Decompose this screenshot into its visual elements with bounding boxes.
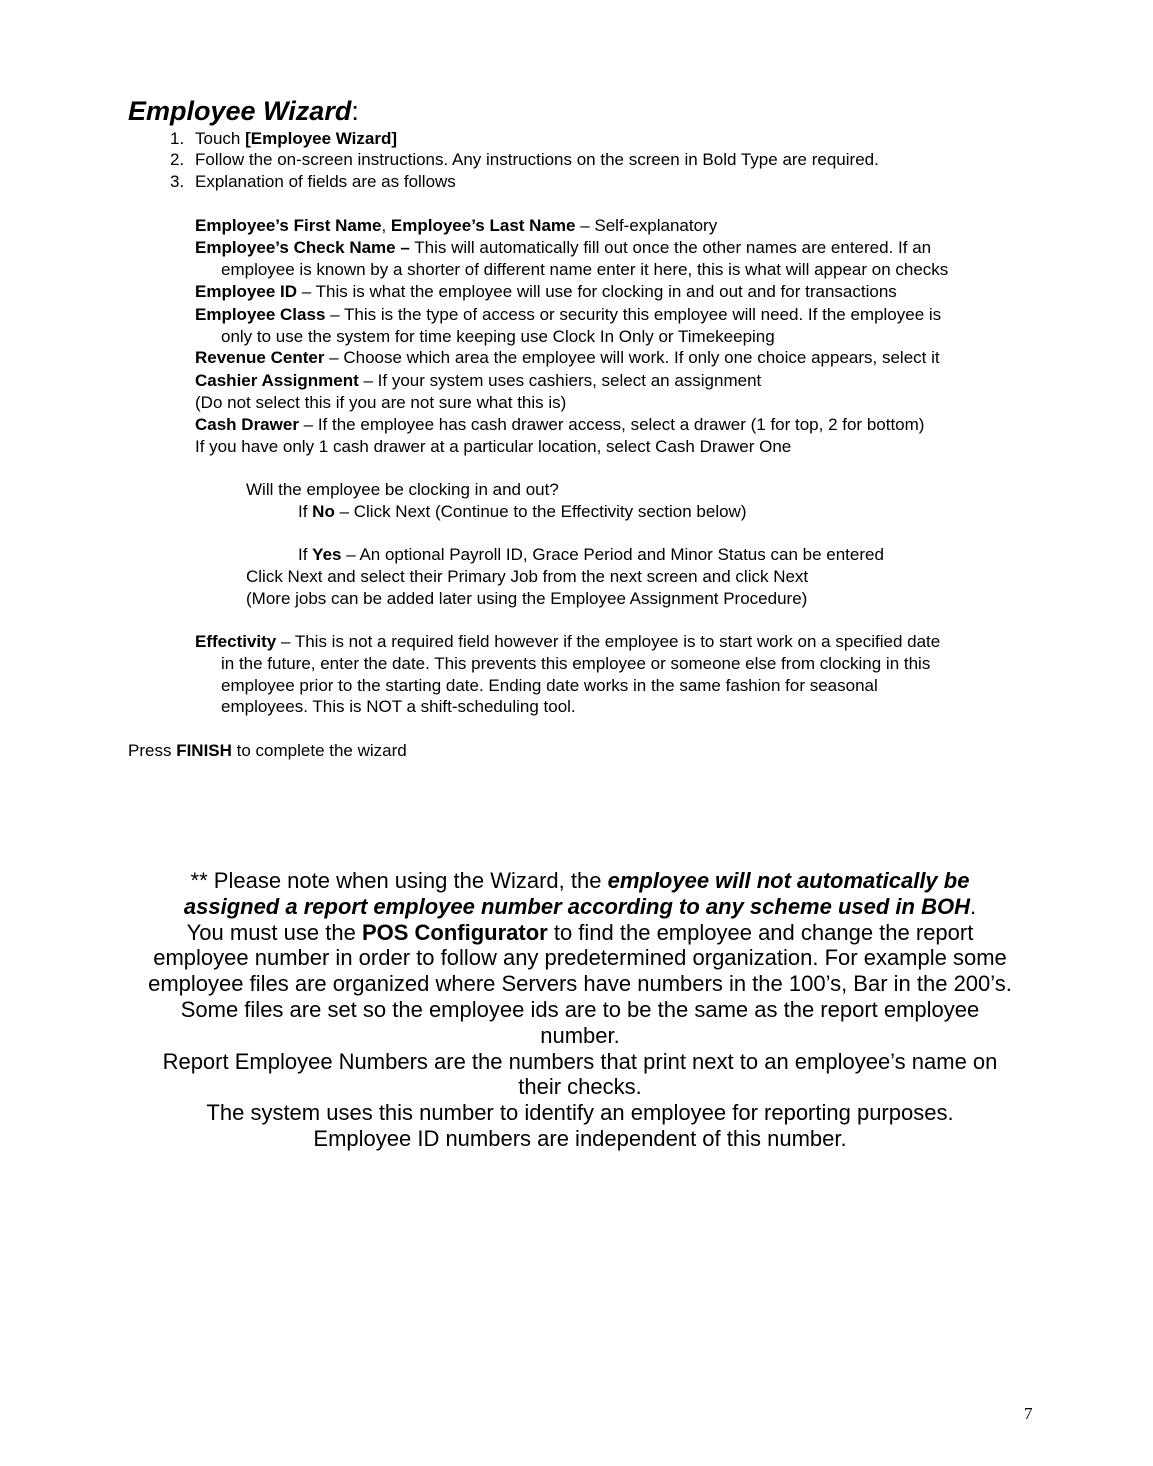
- field-employee-class-cont: only to use the system for time keeping use Clock In Only or Timekeeping: [221, 327, 775, 346]
- note-emphasis: assigned a report employee number according to any scheme used in BOH: [183, 893, 970, 919]
- field-label: Employee’s Last Name: [390, 216, 576, 235]
- if-no-desc: – Click Next (Continue to the Effectivity section below): [334, 502, 747, 521]
- field-effectivity: [195, 631, 940, 653]
- step-2-text: Follow the on-screen instructions. Any instructions on the screen in Bold Type are required.: [195, 150, 879, 169]
- finish-rest: to complete the wizard: [231, 741, 407, 760]
- note-bold: POS Configurator: [361, 919, 548, 945]
- step-2: [170, 149, 184, 171]
- if-text: If: [298, 545, 313, 564]
- page-title: [128, 96, 359, 127]
- effectivity-cont-2: employee prior to the starting date. Ending date works in the same fashion for seasonal: [221, 676, 878, 695]
- field-label: Employee Class: [195, 305, 326, 324]
- step-3: [170, 171, 184, 193]
- step-bold: [Employee Wizard]: [245, 129, 398, 148]
- note-text: You must use the: [186, 919, 362, 945]
- note-line-4: employee number in order to follow any predetermined organization. For example some: [153, 945, 1007, 971]
- clocking-if-no: [298, 501, 747, 523]
- step-3-text: Explanation of fields are as follows: [195, 172, 456, 191]
- field-desc: – If the employee has cash drawer access, select a drawer (1 for top, 2 for bottom): [298, 415, 925, 434]
- clocking-yes-line2: Click Next and select their Primary Job from the next screen and click Next: [246, 567, 809, 586]
- step-1-text: [195, 128, 397, 150]
- clocking-if-yes: [298, 544, 884, 566]
- field-revenue-center: [195, 347, 940, 369]
- field-label: Cash Drawer: [195, 415, 299, 434]
- note-line-7: number.: [540, 1022, 620, 1048]
- note-line-8: Report Employee Numbers are the numbers that print next to an employee’s name on: [162, 1048, 998, 1074]
- page-title-text: Employee Wizard: [128, 96, 352, 126]
- note-line-2: [100, 894, 1060, 920]
- field-label: Cashier Assignment: [195, 371, 359, 390]
- clocking-yes-line3: (More jobs can be added later using the Employee Assignment Procedure): [246, 589, 808, 608]
- step-text: Touch: [195, 129, 246, 148]
- field-employee-id: [195, 281, 897, 303]
- note-text: ** Please note when using the Wizard, the: [190, 868, 608, 893]
- field-desc: – Self-explanatory: [575, 216, 718, 235]
- field-check-name: [195, 237, 931, 259]
- note-line-10: The system uses this number to identify an employee for reporting purposes.: [206, 1100, 954, 1126]
- field-desc: – Choose which area the employee will work. If only one choice appears, select it: [324, 348, 940, 367]
- note-text: to find the employee and change the report: [547, 919, 974, 945]
- finish-bold: FINISH: [176, 741, 232, 760]
- note-text: .: [969, 893, 977, 919]
- field-desc: – This is the type of access or security this employee will need. If the employee is: [325, 305, 942, 324]
- note-line-3: [100, 920, 1060, 946]
- page-number: 7: [1024, 1404, 1033, 1423]
- field-desc: – If your system uses cashiers, select an assignment: [358, 371, 762, 390]
- step-number: 1.: [170, 129, 185, 148]
- field-label: Employee ID: [195, 282, 298, 301]
- note-line-11: Employee ID numbers are independent of this number.: [313, 1125, 847, 1151]
- effectivity-cont-1: in the future, enter the date. This prevents this employee or someone else from clocking in this: [221, 654, 931, 673]
- field-names: [195, 215, 717, 237]
- field-desc: – This is not a required field however if the employee is to start work on a specified date: [276, 632, 941, 651]
- if-yes-bold: Yes: [312, 545, 342, 564]
- field-label: Employee’s First Name: [195, 216, 382, 235]
- note-line-6: Some files are set so the employee ids are to be the same as the report employee: [180, 996, 980, 1022]
- if-no-bold: No: [312, 502, 335, 521]
- field-desc: – This is what the employee will use for clocking in and out and for transactions: [297, 282, 897, 301]
- if-yes-desc: – An optional Payroll ID, Grace Period and Minor Status can be entered: [341, 545, 884, 564]
- field-check-name-cont: employee is known by a shorter of different name enter it here, this is what will appear on checks: [221, 260, 949, 279]
- effectivity-cont-3: employees. This is NOT a shift-scheduling tool.: [221, 697, 576, 716]
- field-label: Revenue Center: [195, 348, 325, 367]
- page-title-colon: :: [351, 96, 359, 126]
- clocking-question: Will the employee be clocking in and out?: [246, 480, 559, 499]
- step-number: 2.: [170, 150, 185, 169]
- field-label: Effectivity: [195, 632, 277, 651]
- step-number: 3.: [170, 172, 185, 191]
- if-text: If: [298, 502, 313, 521]
- note-emphasis: employee will not automatically be: [607, 868, 970, 893]
- field-sep: ,: [381, 216, 391, 235]
- note-line-5: employee files are organized where Servers have numbers in the 100’s, Bar in the 200’s.: [148, 971, 1012, 997]
- field-desc: This will automatically fill out once the other names are entered. If an: [409, 238, 932, 257]
- finish-text: Press: [128, 741, 177, 760]
- field-cash-drawer-cont: If you have only 1 cash drawer at a particular location, select Cash Drawer One: [195, 437, 792, 456]
- step-1: [170, 128, 184, 150]
- finish-instruction: [128, 740, 407, 762]
- wizard-note: [100, 868, 1060, 1152]
- field-cashier: [195, 370, 761, 392]
- field-cash-drawer: [195, 414, 924, 436]
- note-line-9: their checks.: [518, 1074, 642, 1100]
- note-line-1: [100, 868, 1060, 894]
- field-cashier-cont: (Do not select this if you are not sure what this is): [195, 393, 567, 412]
- field-employee-class: [195, 304, 941, 326]
- field-label: Employee’s Check Name –: [195, 238, 410, 257]
